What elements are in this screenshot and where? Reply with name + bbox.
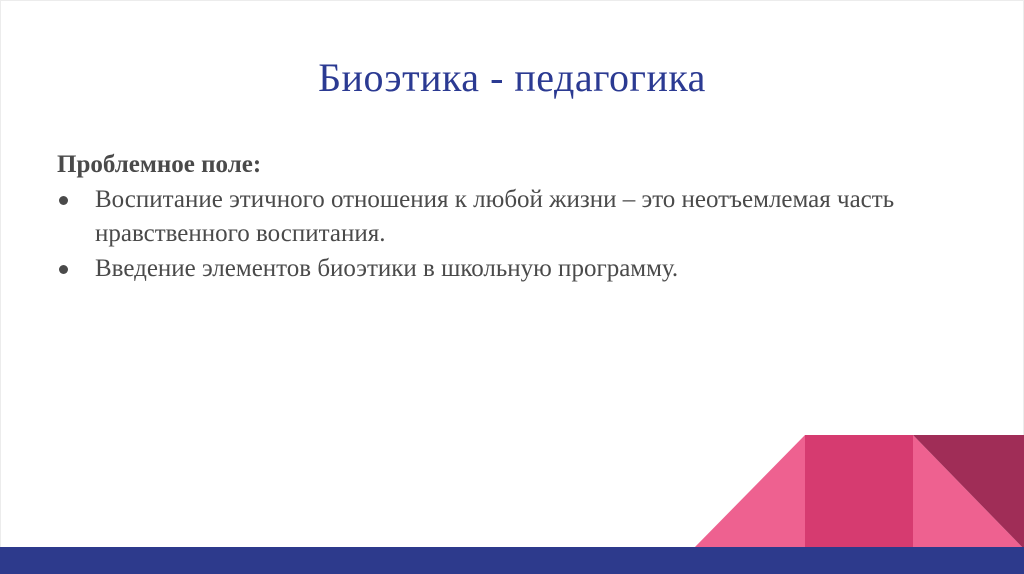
bullet-text-line: Введение элементов биоэтики в школьную программу. [95, 254, 679, 282]
bottom-navy-bar [0, 547, 1024, 574]
rose-rectangle [805, 435, 913, 549]
pink-triangle-right [913, 435, 1024, 549]
bullet-text-line: нравственного воспитания. [95, 220, 386, 247]
pink-triangle-left [693, 435, 805, 549]
body-text-block [57, 148, 967, 286]
maroon-triangle [913, 435, 1024, 549]
bullet-list [57, 183, 967, 287]
slide-title: Биоэтика - педагогика [318, 55, 706, 100]
bullet-marker-icon [59, 196, 68, 205]
problem-field-heading: Проблемное поле: [57, 151, 262, 178]
bullet-marker-icon [59, 265, 68, 274]
bullet-item [57, 252, 967, 287]
bullet-text-line: Воспитание этичного отношения к любой жизни – это неотъемлемая часть [95, 185, 895, 213]
bullet-item [57, 183, 967, 252]
